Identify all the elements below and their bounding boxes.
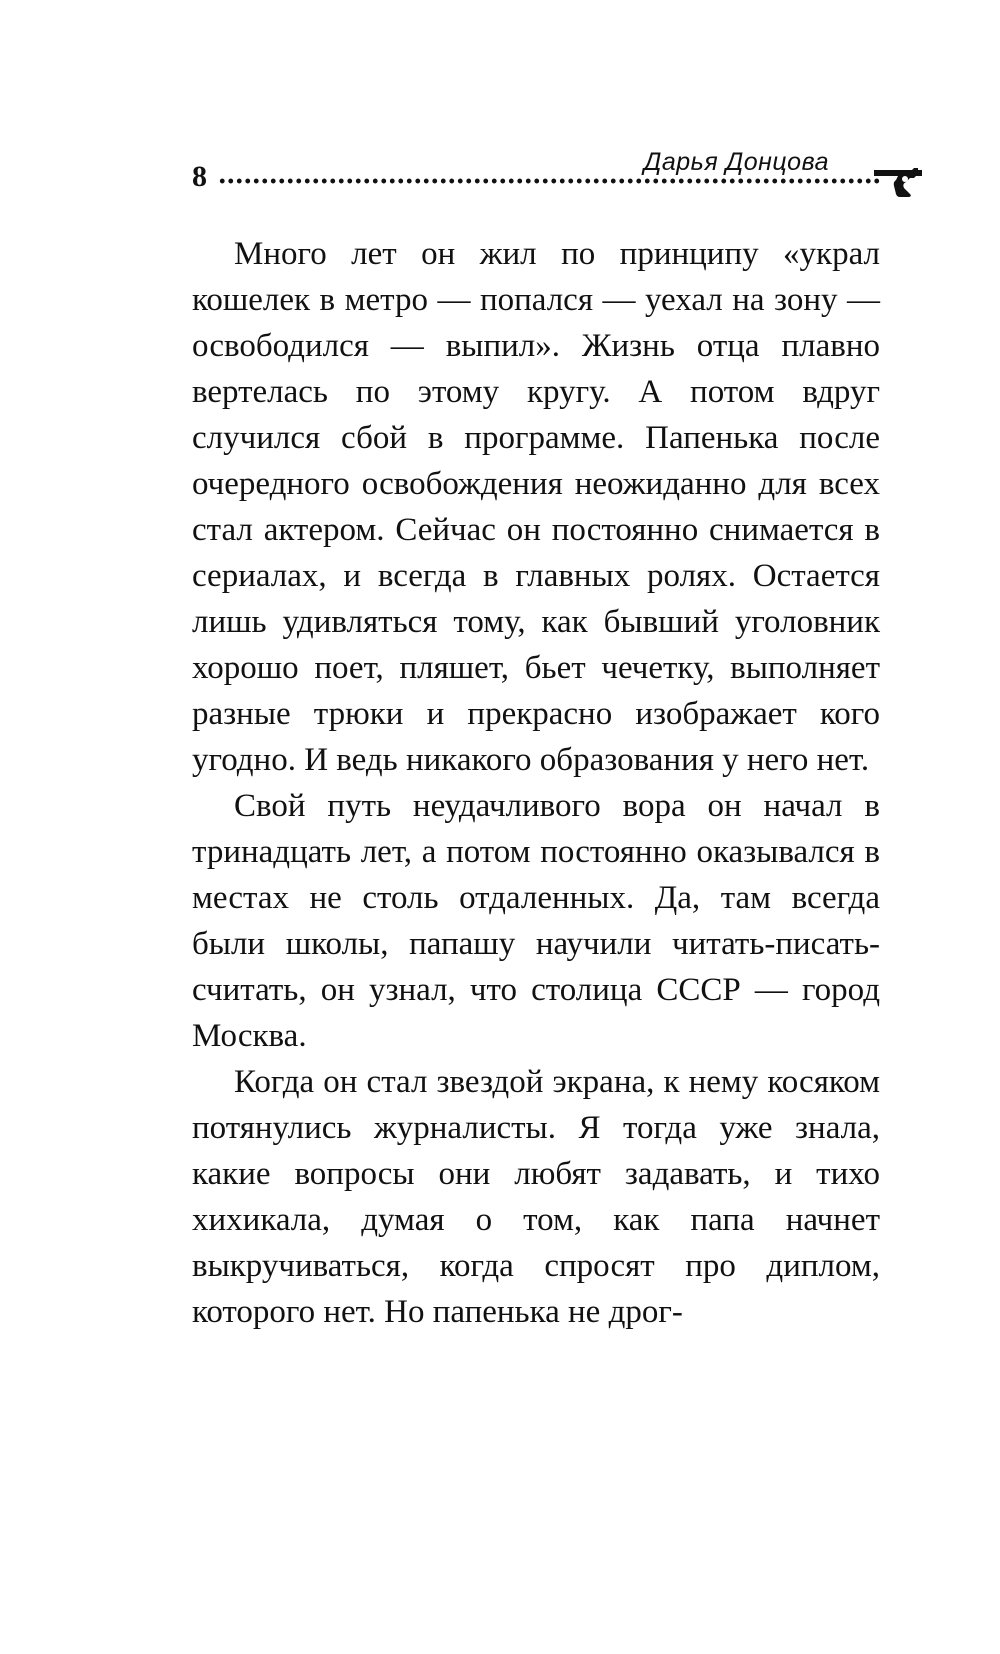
paragraph-2: Свой путь неудачливого вора он начал в тринадцать лет, а потом постоянно оказывался в местах не столь отдаленных. Да, там всегда были школы, папашу научили читать-писать-считать, он узнал, что столица СССР — город Москва. — [192, 788, 880, 1054]
paragraph-1: Много лет он жил по принципу «украл кошелек в метро — попался — уехал на зону — освободился — выпил». Жизнь отца плавно вертелась по этому кругу. А потом вдруг случился сбой в программе. Папенька после очередного освобождения неожиданно для всех стал актером. Сейчас он постоянно снимается в сериалах, и всегда в главных ролях. Остается лишь удивляться тому, как бывший уголовник хорошо поет, пляшет, бьет чечетку, выполняет разные трюки и прекрасно изображает кого угодно. И ведь никакого образования у него нет. — [192, 236, 880, 778]
dotted-leader — [218, 178, 881, 184]
revolver-icon — [872, 166, 930, 198]
running-head-author: Дарья Донцова — [643, 148, 829, 176]
page-number: 8 — [192, 160, 207, 193]
running-header — [192, 148, 927, 198]
paragraph-3: Когда он стал звездой экрана, к нему косяком потянулись журналисты. Я тогда уже знала, какие вопросы они любят задавать, и тихо хихикала, думая о том, как папа начнет выкручиваться, когда спросят про диплом, которого нет. Но папенька не дрог- — [192, 1064, 880, 1330]
body-text — [192, 231, 880, 1335]
